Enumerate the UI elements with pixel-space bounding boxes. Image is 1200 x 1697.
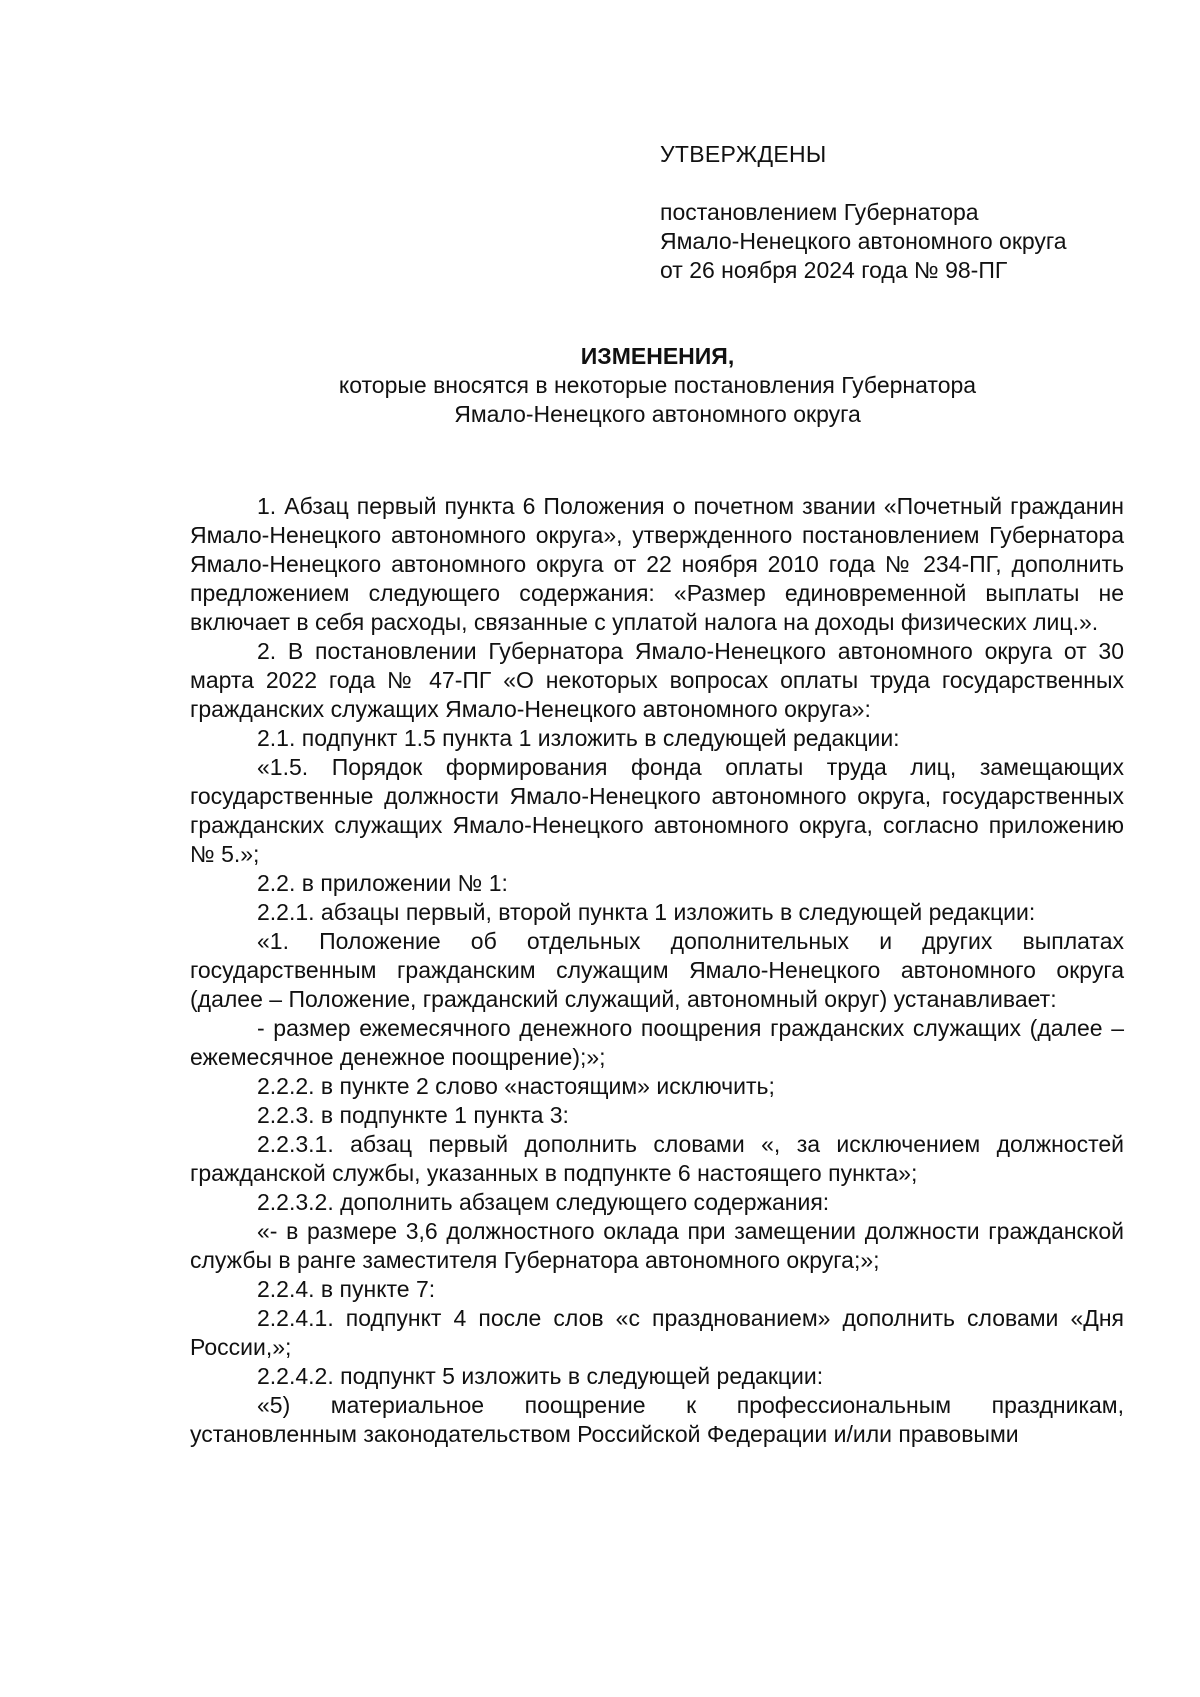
paragraph-quote-5: «5) материальное поощрение к профессиональным праздникам, установленным законодательством Российской Федерации и/или правовыми (190, 1392, 1124, 1447)
paragraph-1: 1. Абзац первый пункта 6 Положения о почетном звании «Почетный гражданин Ямало-Ненецкого автономного округа», утвержденного постановлением Губернатора Ямало-Ненецкого автономного округа от 22 ноября 2010 года № 234-ПГ, дополнить предложением следующего содержания: «Размер единовременной выплаты не включает в себя расходы, связанные с уплатой налога на доходы физических лиц.». (190, 493, 1124, 635)
paragraph-list-item: - размер ежемесячного денежного поощрения гражданских служащих (далее – ежемесячное денежное поощрение);»; (190, 1015, 1124, 1070)
approval-line-2: Ямало-Ненецкого автономного округа (660, 228, 1067, 254)
document-subtitle-line-1: которые вносятся в некоторые постановления Губернатора (338, 372, 977, 398)
paragraph-quote-1: «1. Положение об отдельных дополнительных и других выплатах государственным гражданским служащим Ямало-Ненецкого автономного округа (далее – Положение, гражданский служащий, автономный округ) устанавливает: (190, 928, 1124, 1012)
document-title: ИЗМЕНЕНИЯ, (580, 343, 735, 369)
paragraph-2-1: 2.1. подпункт 1.5 пункта 1 изложить в следующей редакции: (257, 725, 900, 751)
approval-line-1: постановлением Губернатора (660, 199, 979, 225)
paragraph-quote-3-6: «- в размере 3,6 должностного оклада при замещении должности гражданской службы в ранге заместителя Губернатора автономного округа;»; (190, 1218, 1124, 1273)
paragraph-2-2-1: 2.2.1. абзацы первый, второй пункта 1 изложить в следующей редакции: (257, 899, 1036, 925)
paragraph-2: 2. В постановлении Губернатора Ямало-Ненецкого автономного округа от 30 марта 2022 года № 47-ПГ «О некоторых вопросах оплаты труда государственных гражданских служащих Ямало-Ненецкого автономного округа»: (190, 638, 1124, 722)
document-heading (190, 342, 1125, 429)
paragraph-2-2-3: 2.2.3. в подпункте 1 пункта 3: (257, 1102, 569, 1128)
document-body (190, 492, 1124, 1449)
paragraph-2-2-4: 2.2.4. в пункте 7: (257, 1276, 436, 1302)
paragraph-2-2-2: 2.2.2. в пункте 2 слово «настоящим» исключить; (257, 1073, 775, 1099)
document-subtitle-line-2: Ямало-Ненецкого автономного округа (454, 401, 861, 427)
approval-line-3: от 26 ноября 2024 года № 98-ПГ (660, 257, 1008, 283)
paragraph-quote-1-5: «1.5. Порядок формирования фонда оплаты труда лиц, замещающих государственные должности Ямало-Ненецкого автономного округа, государственных гражданских служащих Ямало-Ненецкого автономного округа, согласно приложению № 5.»; (190, 754, 1124, 867)
paragraph-2-2: 2.2. в приложении № 1: (257, 870, 508, 896)
paragraph-2-2-3-1: 2.2.3.1. абзац первый дополнить словами «, за исключением должностей гражданской службы, указанных в подпункте 6 настоящего пункта»; (190, 1131, 1124, 1186)
paragraph-2-2-4-2: 2.2.4.2. подпункт 5 изложить в следующей редакции: (257, 1363, 824, 1389)
approval-block (660, 140, 1140, 285)
approval-stamp-title: УТВЕРЖДЕНЫ (660, 141, 827, 167)
paragraph-2-2-4-1: 2.2.4.1. подпункт 4 после слов «с празднованием» дополнить словами «Дня России,»; (190, 1305, 1124, 1360)
paragraph-2-2-3-2: 2.2.3.2. дополнить абзацем следующего содержания: (257, 1189, 830, 1215)
